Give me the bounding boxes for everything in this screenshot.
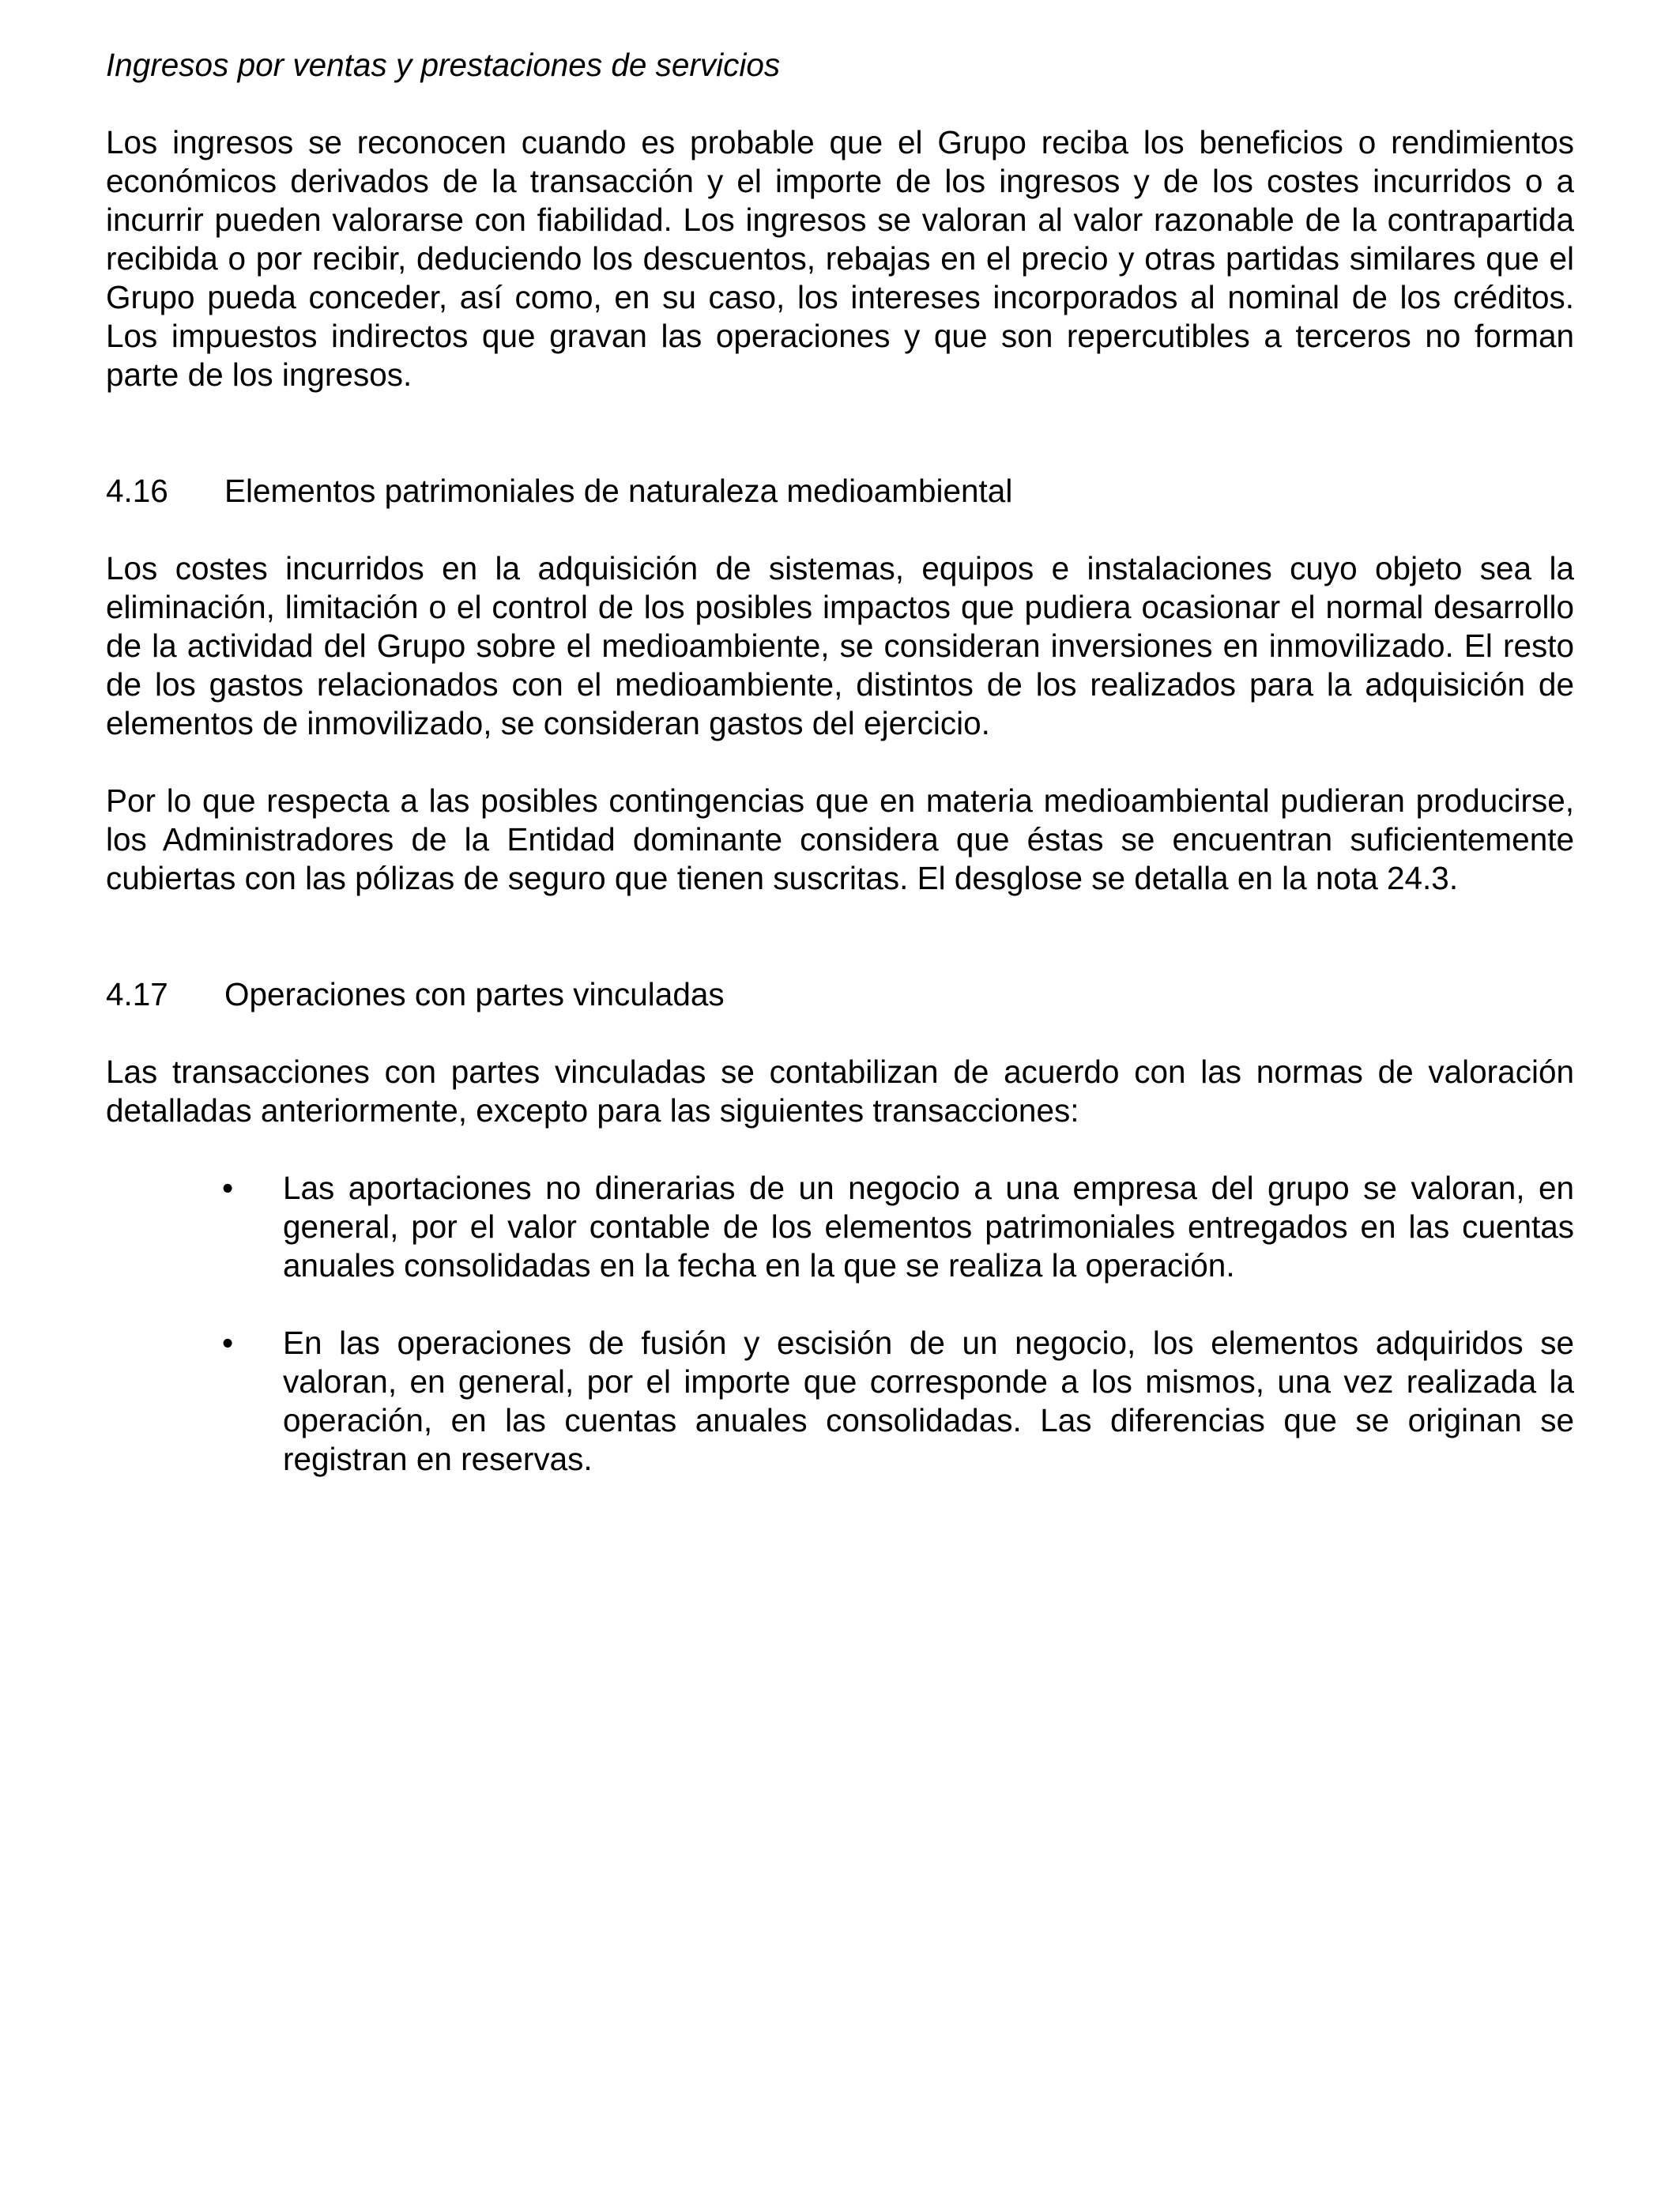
revenue-heading: Ingresos por ventas y prestaciones de servicios: [106, 47, 781, 83]
bullet-icon: •: [222, 1170, 234, 1206]
spacer: [106, 85, 1574, 123]
spacer: [106, 511, 1574, 549]
spacer: [106, 743, 1574, 782]
document-page: [106, 46, 1574, 1479]
bullet-icon: •: [222, 1325, 234, 1361]
spacer: [106, 898, 1574, 975]
bullet-text: Las aportaciones no dinerarias de un negocio a una empresa del grupo se valoran, en general, por el valor contable de los elementos patrimoniales entregados en las cuentas anuales consolidadas en la fecha en la que se realiza la operación.: [283, 1170, 1574, 1284]
section-416-heading: [106, 472, 1574, 511]
section-416-paragraph-1: Los costes incurridos en la adquisición de sistemas, equipos e instalaciones cuyo objeto sea la eliminación, limitación o el control de los posibles impactos que pudiera ocasionar el normal desarrollo de la actividad del Grupo sobre el medioambiente, se consideran inversiones en inmovilizado. El resto de los gastos relacionados con el medioambiente, distintos de los realizados para la adquisición de elementos de inmovilizado, se consideran gastos del ejercicio.: [106, 550, 1574, 741]
section-417-number: 4.17: [106, 976, 168, 1012]
list-item: [106, 1169, 1574, 1285]
section-416-paragraph-2: Por lo que respecta a las posibles contingencias que en materia medioambiental pudieran producirse, los Administradores de la Entidad dominante considera que éstas se encuentran suficientemente cubiertas con las pólizas de seguro que tienen suscritas. El desglose se detalla en la nota 24.3.: [106, 782, 1574, 896]
section-417-title: Operaciones con partes vinculadas: [224, 976, 725, 1012]
section-417-heading: [106, 975, 1574, 1014]
section-416-title: Elementos patrimoniales de naturaleza medioambiental: [224, 473, 1013, 509]
bullet-text: En las operaciones de fusión y escisión de un negocio, los elementos adquiridos se valoran, en general, por el importe que corresponde a los mismos, una vez realizada la operación, en las cuentas anuales consolidadas. Las diferencias que se originan se registran en reservas.: [283, 1325, 1574, 1477]
spacer: [106, 394, 1574, 472]
section-416-number: 4.16: [106, 473, 168, 509]
revenue-paragraph: Los ingresos se reconocen cuando es probable que el Grupo reciba los beneficios o rendimientos económicos derivados de la transacción y el importe de los ingresos y de los costes incurridos o a incurrir pueden valorarse con fiabilidad. Los ingresos se valoran al valor razonable de la contrapartida recibida o por recibir, deduciendo los descuentos, rebajas en el precio y otras partidas similares que el Grupo pueda conceder, así como, en su caso, los intereses incorporados al nominal de los créditos. Los impuestos indirectos que gravan las operaciones y que son repercutibles a terceros no forman parte de los ingresos.: [106, 124, 1574, 393]
list-item: [106, 1324, 1574, 1479]
spacer: [106, 1014, 1574, 1053]
section-417-bullet-list: [106, 1169, 1574, 1479]
section-417-intro: Las transacciones con partes vinculadas se contabilizan de acuerdo con las normas de valoración detalladas anteriormente, excepto para las siguientes transacciones:: [106, 1054, 1574, 1129]
spacer: [106, 1130, 1574, 1169]
